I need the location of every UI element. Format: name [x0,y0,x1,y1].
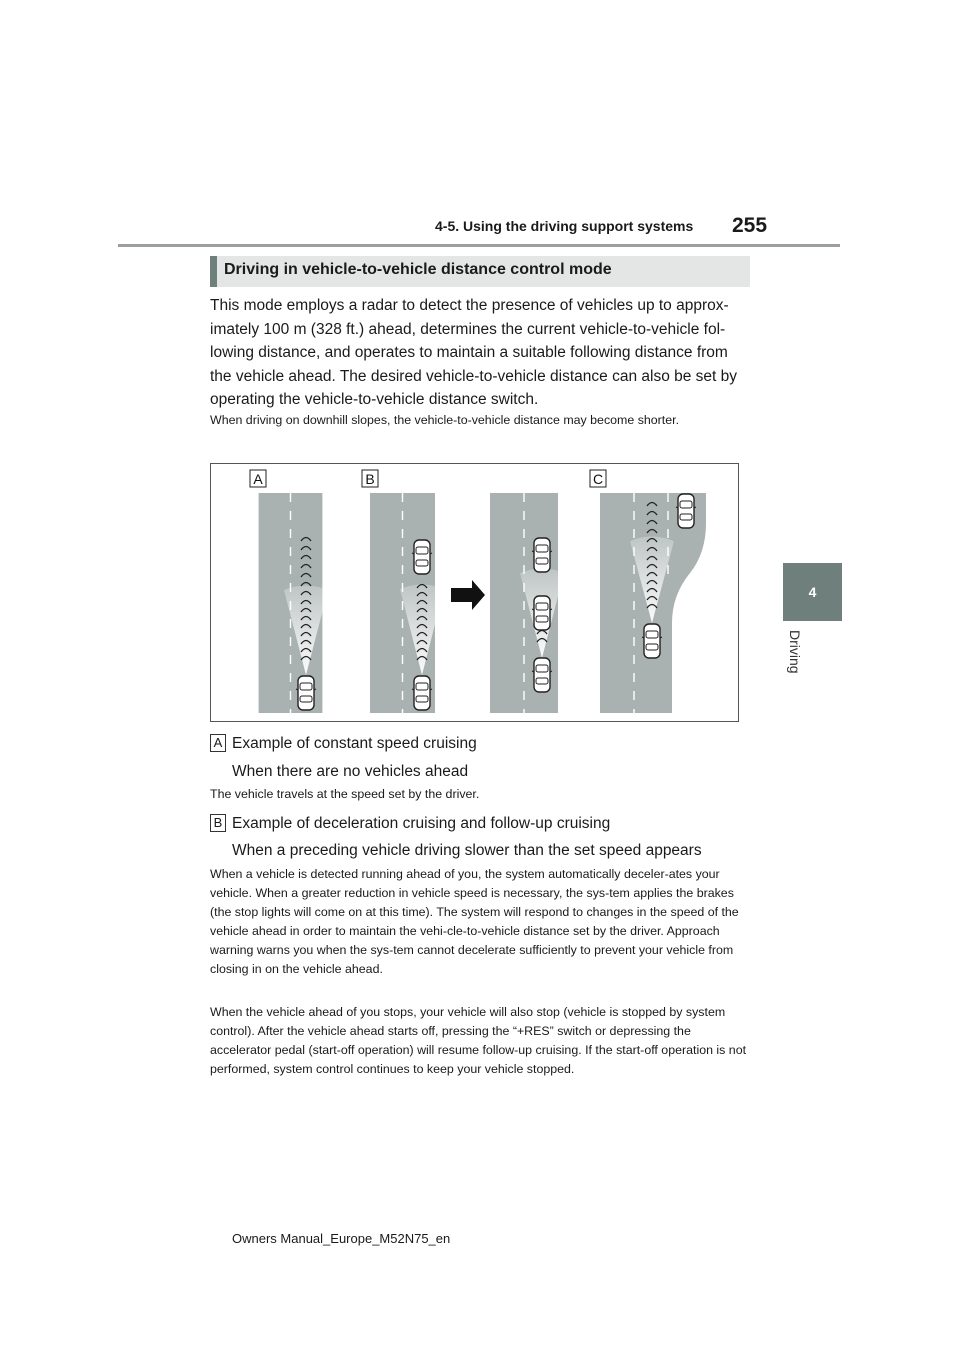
figure-label-b [362,470,378,487]
chapter-number: 4 [808,584,817,600]
caption-a-text: Example of constant speed cruising [232,735,477,752]
adjacent-vehicle-c [676,494,696,528]
chapter-side-label [779,630,809,690]
preceding-vehicle-b1 [412,540,432,574]
svg-text:A: A [253,471,263,487]
footer-text: Owners Manual_Europe_M52N75_en [232,1231,451,1246]
text-a: The vehicle travels at the speed set by the driver. [210,787,480,801]
paragraph-b1: When a vehicle is detected running ahead of you, the system automatically deceler-ates your vehicle. When a greater reduction in vehicle speed is necessary, the sys-tem applies the brakes (the stop lights will come on at this time). The system will respond to changes in the speed of the vehicle ahead in order to maintain the vehi-cle-to-vehicle distance set by the driver. Approach warning warns you when the sys-tem cannot decelerate sufficiently to prevent your vehicle from closing in on the vehicle ahead. [210,867,739,976]
paragraph-b2: When the vehicle ahead of you stops, your vehicle will also stop (vehicle is stopped by system control). After the vehicle ahead starts off, pressing the “+RES” switch or depressing the accelerator pedal (start-off operation) will resume follow-up cruising. If the start-off operation is not performed, system control continues to keep your vehicle stopped. [210,1005,747,1076]
section-title: 4-5. Using the driving support systems [435,218,694,234]
header-rule [118,244,840,247]
heading-accent [210,256,217,287]
own-vehicle-c [642,624,662,658]
caption-b-text: Example of deceleration cruising and follow-up cruising [232,815,611,832]
intro-paragraph: This mode employs a radar to detect the presence of vehicles up to approx-imately 100 m (328 ft.) ahead, determines the current vehicle-to-vehicle fol-lowing distance, and operates to maintain a suitable following distance from the vehicle ahead. The desired vehicle-to-vehicle distance can also be set by operating the vehicle-to-vehicle distance switch. [210,297,738,408]
caption-a [210,734,477,753]
cruise-control-diagram [210,463,739,722]
caption-a-label: A [210,734,226,752]
heading-text: Driving in vehicle-to-vehicle distance control mode [224,261,612,278]
chapter-tab [783,563,842,621]
caption-b [210,814,610,833]
subheading-b: When a preceding vehicle driving slower than the set speed appears [232,842,702,859]
svg-text:C: C [592,471,604,487]
page-number: 255 [732,214,768,237]
chapter-name: Driving [787,630,803,674]
section-heading [210,256,750,287]
caption-b-label: B [210,814,226,832]
svg-text:B: B [365,471,375,487]
own-vehicle-b1 [412,676,432,710]
intro-note: When driving on downhill slopes, the vehicle-to-vehicle distance may become shorter. [210,413,680,427]
own-vehicle-a [296,676,316,710]
subheading-a: When there are no vehicles ahead [232,763,469,780]
preceding-vehicle-b2 [532,538,552,572]
figure-label-a [250,470,266,487]
middle-vehicle-b2 [532,596,552,630]
figure-label-c [590,470,606,487]
own-vehicle-b2 [532,658,552,692]
